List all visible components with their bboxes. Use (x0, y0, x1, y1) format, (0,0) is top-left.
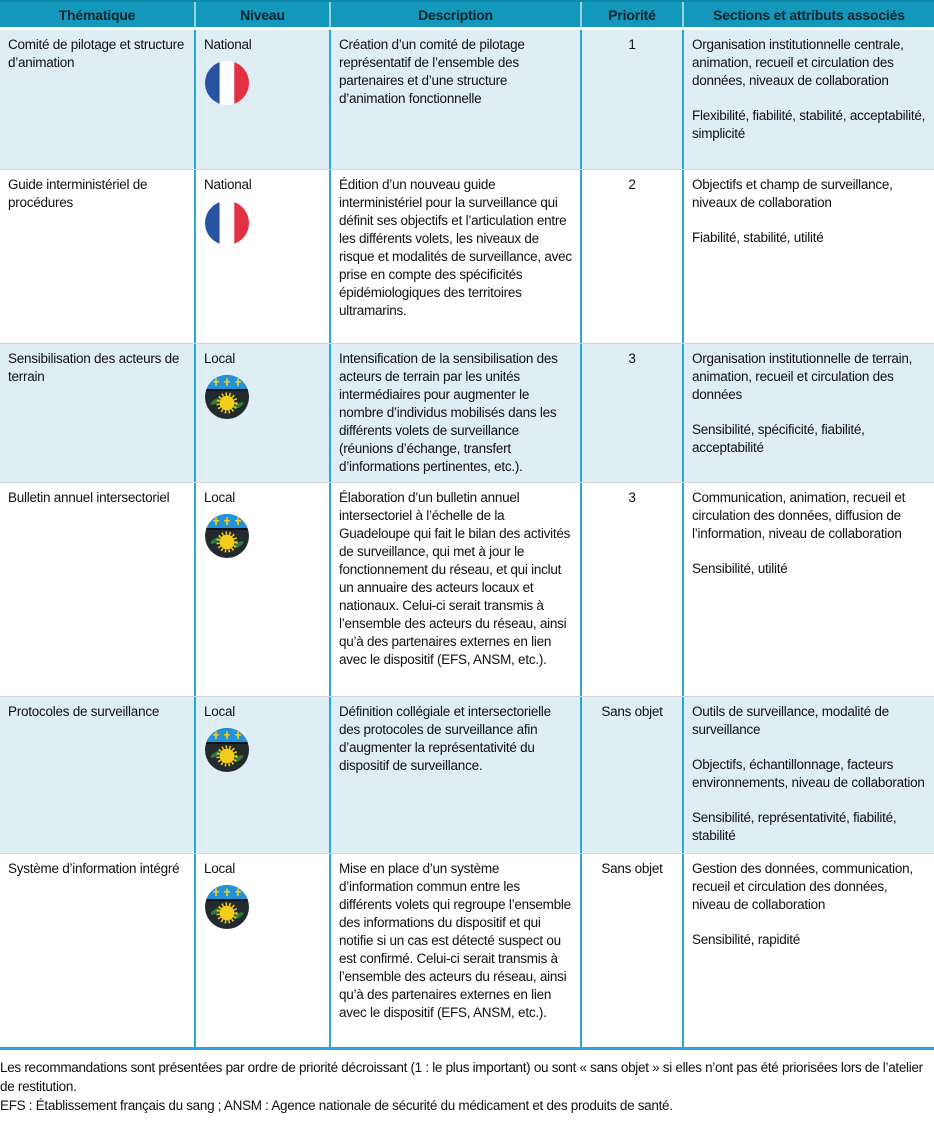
attributes-paragraph: Sensibilité, représentativité, fiabilité, stabilité (692, 810, 897, 843)
sections-cell (684, 697, 934, 853)
sections-paragraph: Communication, animation, recueil et circulation des données, diffusion de l’information, niveau de collaboration (692, 490, 906, 541)
footnote-abbreviations: EFS : Établissement français du sang ; ANSM : Agence nationale de sécurité du médicament et des produits de santé. (0, 1098, 673, 1113)
priorite-cell: 1 (582, 30, 684, 169)
table-row (0, 853, 934, 1047)
niveau-cell (196, 483, 331, 696)
sections-paragraph: Gestion des données, communication, recueil et circulation des données, niveau de collaboration (692, 861, 913, 912)
thematique-cell: Guide interministériel de procédures (0, 170, 196, 343)
niveau-cell (196, 854, 331, 1047)
description-cell: Création d’un comité de pilotage représentatif de l’ensemble des partenaires et d’une structure d’animation fonctionnelle (331, 30, 582, 169)
table-header-row (0, 2, 934, 30)
thematique-cell: Sensibilisation des acteurs de terrain (0, 344, 196, 482)
thematique-cell: Système d’information intégré (0, 854, 196, 1047)
niveau-label: Local (204, 861, 236, 876)
description-cell: Définition collégiale et intersectorielle des protocoles de surveillance afin d’augmenter la représentativité du dispositif de surveillance. (331, 697, 582, 853)
column-header-priorite: Priorité (582, 2, 684, 27)
sections-paragraph: Outils de surveillance, modalité de surveillance (692, 704, 889, 737)
guadeloupe-flag-icon (205, 728, 249, 772)
table-row (0, 482, 934, 696)
france-flag-icon (205, 61, 249, 105)
column-header-sections: Sections et attributs associés (713, 6, 905, 23)
description-cell: Élaboration d’un bulletin annuel intersectoriel à l’échelle de la Guadeloupe qui fait le bilan des activités de surveillance, qui met à jour le fonctionnement du réseau, et qui inclut un annuaire des acteurs locaux et nationaux. Celui-ci serait transmis à l’ensemble des acteurs du réseau, ainsi qu’à des partenaires externes en lien avec le dispositif (EFS, ANSM, etc.). (331, 483, 582, 696)
guadeloupe-flag-icon (205, 375, 249, 419)
table-row (0, 696, 934, 853)
sections-paragraph: Objectifs et champ de surveillance, niveaux de collaboration (692, 177, 893, 210)
niveau-label: National (204, 177, 252, 192)
niveau-cell (196, 170, 331, 343)
sections-paragraph: Organisation institutionnelle centrale, animation, recueil et circulation des données, niveaux de collaboration (692, 37, 904, 88)
sections-cell (684, 483, 934, 696)
sections-paragraph: Organisation institutionnelle de terrain, animation, recueil et circulation des données (692, 351, 913, 402)
sections-cell (684, 854, 934, 1047)
column-header-description: Description (331, 2, 582, 27)
column-header-thematique: Thématique (0, 2, 196, 27)
sections-cell (684, 30, 934, 169)
priorite-cell: 3 (582, 344, 684, 482)
france-flag-icon (205, 201, 249, 245)
niveau-cell (196, 697, 331, 853)
niveau-label: National (204, 37, 252, 52)
attributes-paragraph: Sensibilité, rapidité (692, 932, 801, 947)
thematique-cell: Protocoles de surveillance (0, 697, 196, 853)
table-row (0, 30, 934, 169)
niveau-cell (196, 344, 331, 482)
thematique-cell: Comité de pilotage et structure d’animation (0, 30, 196, 169)
description-cell: Mise en place d’un système d’information commun entre les différents volets qui regroupe l’ensemble des informations du dispositif et qui notifie si un cas est détecté suspect ou est confirmé. Celui-ci serait transmis à l’ensemble des acteurs du réseau, ainsi qu’à des partenaires externes en lien avec le dispositif (EFS, ANSM, etc.). (331, 854, 582, 1047)
priorite-cell: 3 (582, 483, 684, 696)
footnote-priorite: Les recommandations sont présentées par ordre de priorité décroissant (1 : le plus important) ou sont « sans objet » si elles n’ont pas été priorisées lors de l’atelier de restitution. (0, 1060, 923, 1094)
attributes-paragraph: Sensibilité, utilité (692, 561, 788, 576)
niveau-label: Local (204, 704, 236, 719)
sections-paragraph: Objectifs, échantillonnage, facteurs environnements, niveau de collaboration (692, 757, 925, 790)
sections-cell (684, 170, 934, 343)
guadeloupe-flag-icon (205, 514, 249, 558)
priorite-cell: Sans objet (582, 697, 684, 853)
niveau-label: Local (204, 490, 236, 505)
priorite-cell: 2 (582, 170, 684, 343)
attributes-paragraph: Flexibilité, fiabilité, stabilité, acceptabilité, simplicité (692, 108, 926, 141)
description-cell: Intensification de la sensibilisation des acteurs de terrain par les unités intermédiaires pour augmenter le nombre d’individus mobilisés dans les différents volets de surveillance (réunions d’échange, transfert d’informations pertinentes, etc.). (331, 344, 582, 482)
attributes-paragraph: Sensibilité, spécificité, fiabilité, acceptabilité (692, 422, 865, 455)
table-row (0, 169, 934, 343)
thematique-cell: Bulletin annuel intersectoriel (0, 483, 196, 696)
sections-cell (684, 344, 934, 482)
attributes-paragraph: Fiabilité, stabilité, utilité (692, 230, 824, 245)
niveau-label: Local (204, 351, 236, 366)
table-body (0, 30, 934, 1047)
table-row (0, 343, 934, 482)
description-cell: Édition d’un nouveau guide interministériel pour la surveillance qui définit ses objectifs et l’articulation entre les différents volets, les niveaux de risque et modalités de surveillance, avec prise en compte des spécificités épidémiologiques des territoires ultramarins. (331, 170, 582, 343)
priorite-cell: Sans objet (582, 854, 684, 1047)
guadeloupe-flag-icon (205, 885, 249, 929)
niveau-cell (196, 30, 331, 169)
footnotes (0, 1058, 934, 1115)
column-header-niveau: Niveau (196, 2, 331, 27)
